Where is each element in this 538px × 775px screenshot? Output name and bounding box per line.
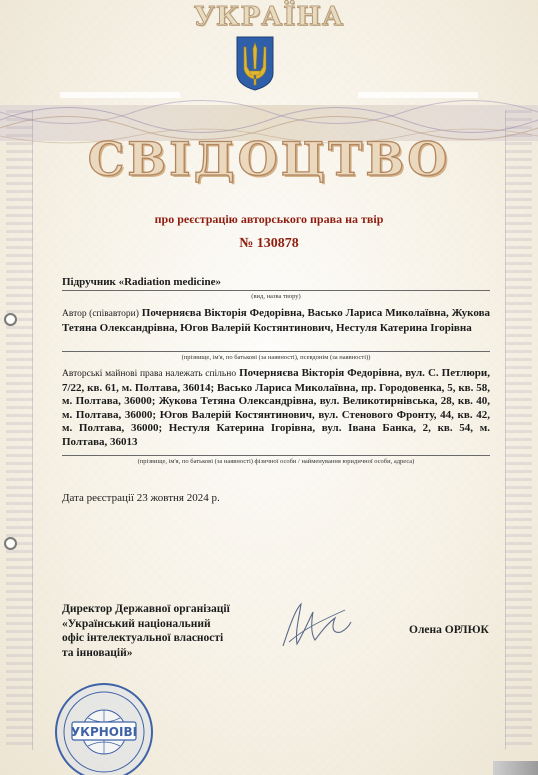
work-caption: (вид, назва твору) <box>251 293 301 300</box>
document-title: СВІДОЦТВО <box>87 132 451 186</box>
official-stamp <box>52 672 172 775</box>
registration-date: Дата реєстрації 23 жовтня 2024 р. <box>62 492 220 504</box>
binder-hole <box>4 313 17 326</box>
authors-label: Автор (співавтори) <box>62 309 139 319</box>
divider <box>62 290 490 291</box>
rights-block <box>62 367 490 449</box>
certificate-number: № 130878 <box>239 236 299 251</box>
authors-names: Почерняєва Вікторія Федорівна, Васько Лариса Миколаївна, Жукова Тетяна Олександрівна, Югов Валерій Костянтинович, Нестуля Катерина Ігорівна <box>62 307 491 334</box>
stamp-text: УКРНОІВІ <box>70 725 138 739</box>
position-line: «Український національний <box>62 617 211 630</box>
position-line: та інновацій» <box>62 646 133 659</box>
authors-caption: (прізвище, ім'я, по батькові (за наявності), псевдонім (за наявності)) <box>181 354 371 361</box>
country-title: УКРАЇНА <box>193 2 345 32</box>
divider <box>62 455 490 456</box>
signatory-position <box>62 602 272 660</box>
authors-block <box>62 307 490 335</box>
handwritten-signature <box>275 598 355 653</box>
divider <box>62 351 490 352</box>
right-border-ornament <box>505 110 532 750</box>
signatory-name: Олена ОРЛЮК <box>409 624 489 636</box>
rights-caption: (прізвище, ім'я, по батькові (за наявності) фізичної особи / найменування юридичної особи, адреса) <box>137 458 415 465</box>
binder-hole <box>4 537 17 550</box>
position-line: офіс інтелектуальної власності <box>62 632 224 644</box>
position-line: Директор Державної організації <box>62 603 230 615</box>
scan-artifact <box>493 761 538 775</box>
trident-emblem-icon <box>235 35 275 91</box>
document-subtitle: про реєстрацію авторського права на твір <box>154 212 384 226</box>
work-title: Підручник «Radiation medicine» <box>62 276 221 288</box>
left-border-ornament <box>6 110 33 750</box>
rights-holders: Почерняєва Вікторія Федорівна, вул. С. Петлюри, 7/22, кв. 61, м. Полтава, 36014; Васько Лариса Миколаївна, пр. Городовенка, 5, кв. 58, м. Полтава, 36000; Жукова Тетяна Олександрівна, вул. Великотирнівська, 28, кв. 40, м. Полтава, 36000; Югов Валерій Костянтинович, вул. Стенового Фронту, 44, кв. 42, м. Полтава, 36000; Нестуля Катерина Ігорівна, вул. Івана Банка, 2, кв. 54, м. Полтава, 36013 <box>62 367 491 448</box>
rights-label: Авторські майнові права належать спільно <box>62 369 237 379</box>
